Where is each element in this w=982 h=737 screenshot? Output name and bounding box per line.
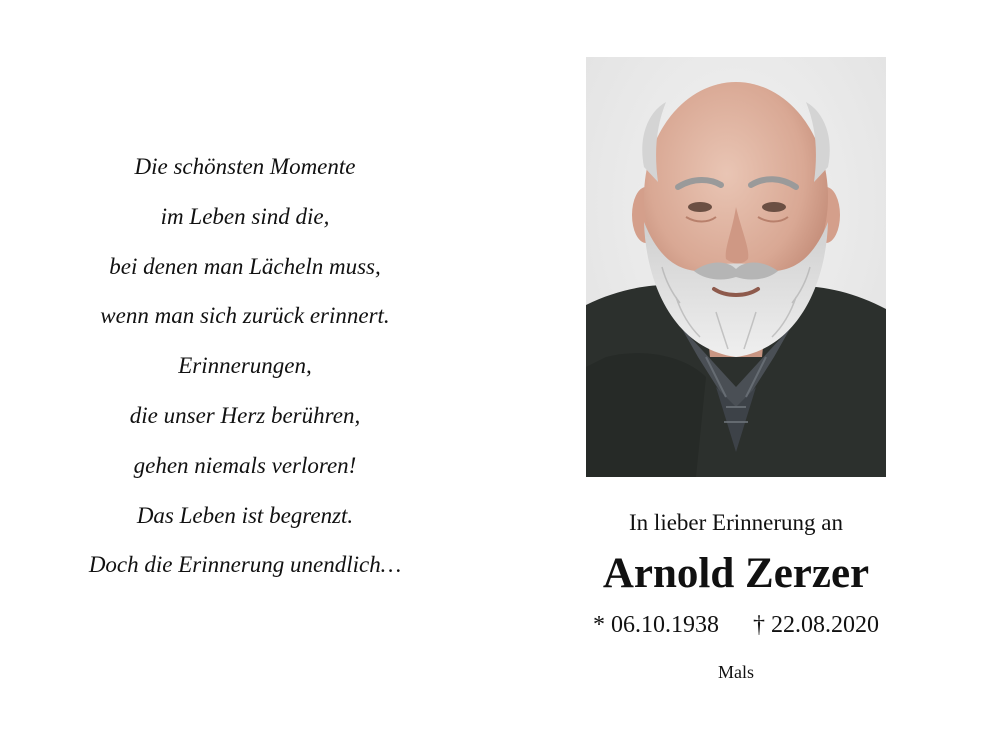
deceased-name: Arnold Zerzer	[602, 550, 870, 597]
poem	[40, 142, 450, 590]
poem-line: die unser Herz berühren,	[129, 402, 361, 428]
poem-line: Die schönsten Momente	[134, 154, 356, 179]
poem-line: im Leben sind die,	[160, 203, 330, 229]
birth-date: * 06.10.1938	[593, 612, 719, 638]
memorial-intro: In lieber Erinnerung an	[629, 510, 843, 535]
poem-line: bei denen man Lächeln muss,	[109, 253, 381, 279]
portrait-illustration	[586, 57, 886, 477]
memorial-block	[560, 500, 912, 696]
poem-line: gehen niemals verloren!	[133, 452, 357, 478]
poem-line: Das Leben ist begrenzt.	[136, 502, 354, 528]
poem-line: Erinnerungen,	[178, 353, 312, 379]
place-name: Mals	[718, 662, 754, 682]
poem-line: wenn man sich zurück erinnert.	[100, 303, 390, 329]
portrait-photo	[586, 57, 886, 477]
poem-line: Doch die Erinnerung unendlich…	[88, 552, 402, 578]
death-date: † 22.08.2020	[753, 612, 879, 638]
life-dates	[560, 602, 912, 648]
